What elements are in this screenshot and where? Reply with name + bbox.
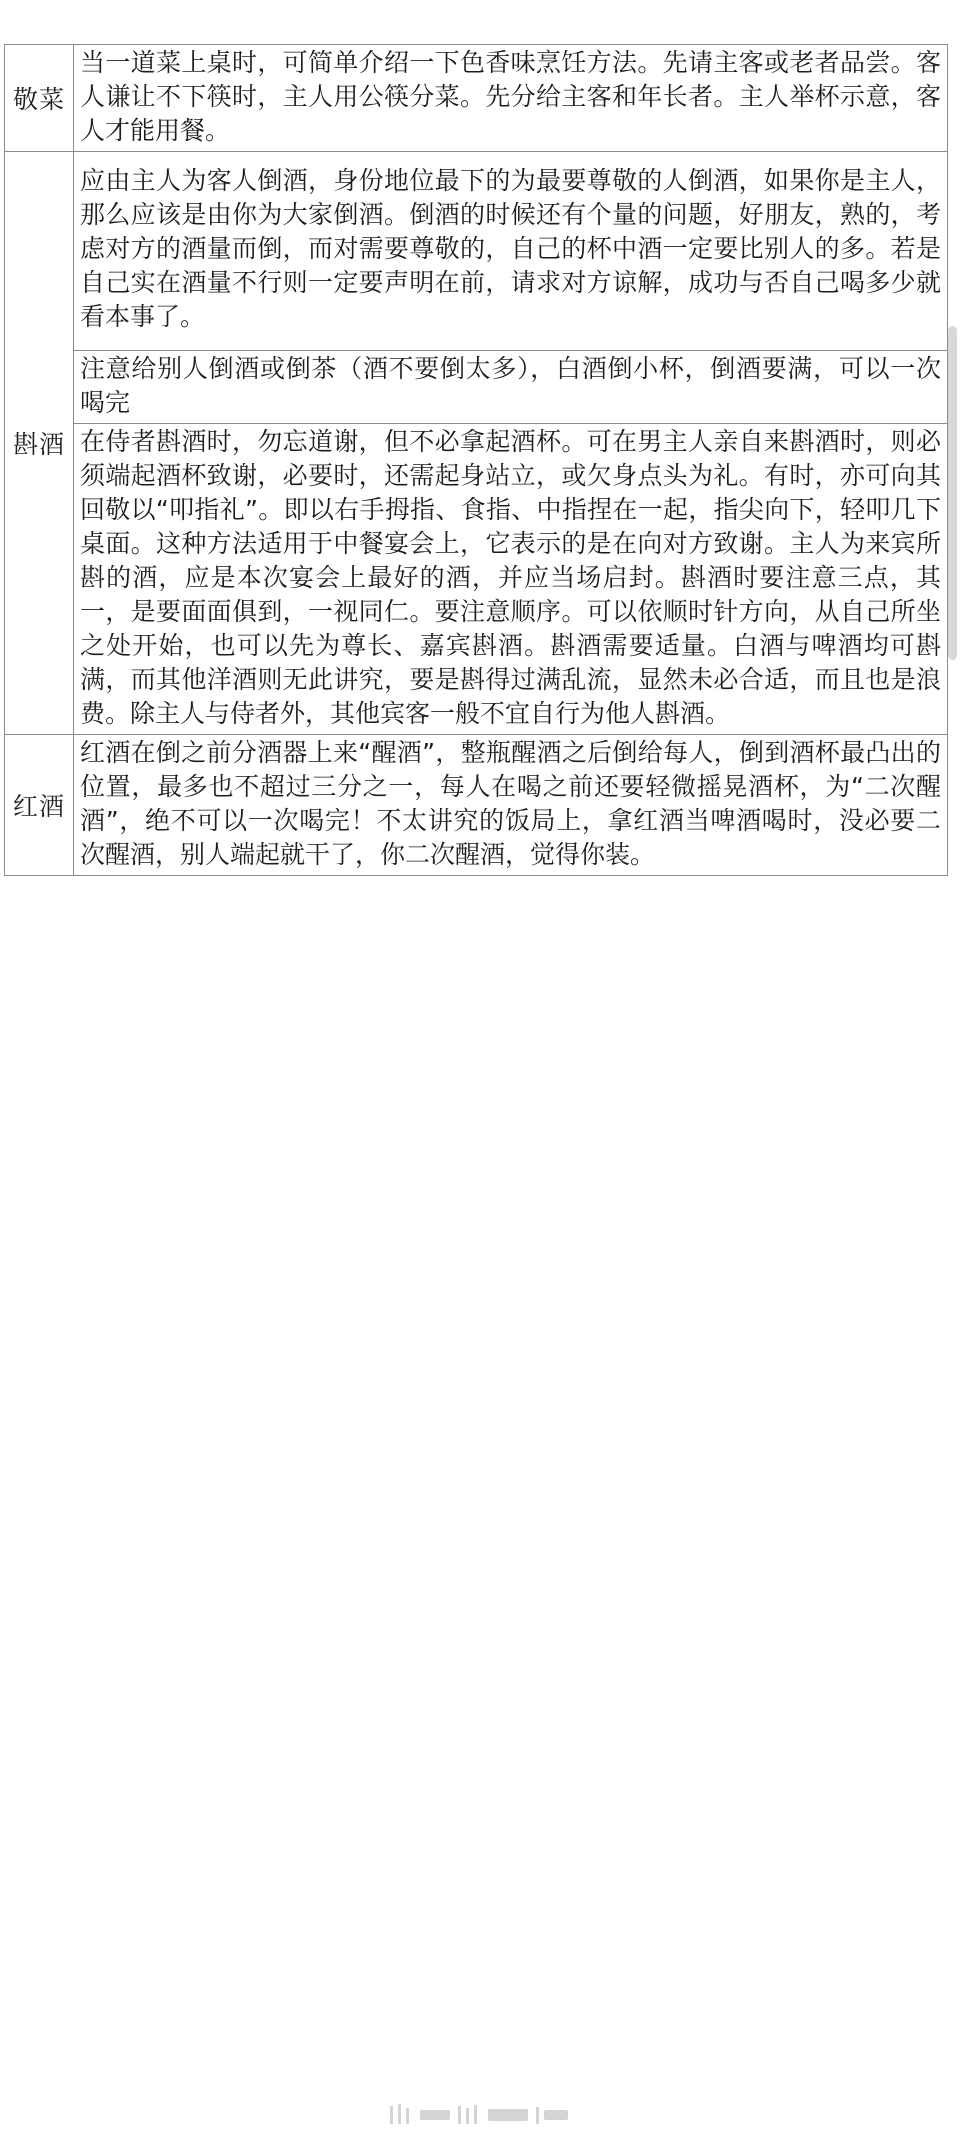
etiquette-table	[4, 44, 948, 876]
category-label: 红酒	[12, 792, 65, 821]
description-cell: 注意给别人倒酒或倒茶（酒不要倒太多），白酒倒小杯，倒酒要满，可以一次喝完	[74, 351, 948, 424]
table-row-zhenjiu	[5, 152, 948, 351]
bottom-area	[0, 1040, 960, 1096]
category-cell	[5, 735, 74, 876]
category-cell	[5, 45, 74, 152]
table-row-zhenjiu-2	[5, 351, 948, 424]
table-row-jingcai	[5, 45, 948, 152]
description-cell: 红酒在倒之前分酒器上来“醒酒”，整瓶醒酒之后倒给每人，倒到酒杯最凸出的位置，最多也不超过三分之一，每人在喝之前还要轻微摇晃酒杯，为“二次醒酒”，绝不可以一次喝完！不太讲究的饭局上，拿红酒当啤酒喝时，没必要二次醒酒，别人端起就干了，你二次醒酒，觉得你装。	[74, 735, 948, 876]
table-row-zhenjiu-3	[5, 424, 948, 735]
category-label: 斟酒	[12, 430, 65, 459]
etiquette-document	[4, 44, 948, 876]
vertical-scrollbar[interactable]	[948, 326, 957, 660]
category-label: 敬菜	[12, 85, 65, 114]
description-cell: 当一道菜上桌时，可简单介绍一下色香味烹饪方法。先请主客或老者品尝。客人谦让不下筷时，主人用公筷分菜。先分给主客和年长者。主人举杯示意，客人才能用餐。	[74, 45, 948, 152]
watermark-icon	[380, 2100, 580, 2130]
table-row-hongjiu	[5, 735, 948, 876]
description-cell: 在侍者斟酒时，勿忘道谢，但不必拿起酒杯。可在男主人亲自来斟酒时，则必须端起酒杯致谢，必要时，还需起身站立，或欠身点头为礼。有时，亦可向其回敬以“叩指礼”。即以右手拇指、食指、中指捏在一起，指尖向下，轻叩几下桌面。这种方法适用于中餐宴会上，它表示的是在向对方致谢。主人为来宾所斟的酒，应是本次宴会上最好的酒，并应当场启封。斟酒时要注意三点，其一，是要面面俱到，一视同仁。要注意顺序。可以依顺时针方向，从自己所坐之处开始，也可以先为尊长、嘉宾斟酒。斟酒需要适量。白酒与啤酒均可斟满，而其他洋酒则无此讲究，要是斟得过满乱流，显然未必合适，而且也是浪费。除主人与侍者外，其他宾客一般不宜自行为他人斟酒。	[74, 424, 948, 735]
category-cell	[5, 152, 74, 735]
description-cell: 应由主人为客人倒酒，身份地位最下的为最要尊敬的人倒酒，如果你是主人，那么应该是由你为大家倒酒。倒酒的时候还有个量的问题，好朋友，熟的，考虑对方的酒量而倒，而对需要尊敬的，自己的杯中酒一定要比别人的多。若是自己实在酒量不行则一定要声明在前，请求对方谅解，成功与否自己喝多少就看本事了。	[74, 152, 948, 351]
